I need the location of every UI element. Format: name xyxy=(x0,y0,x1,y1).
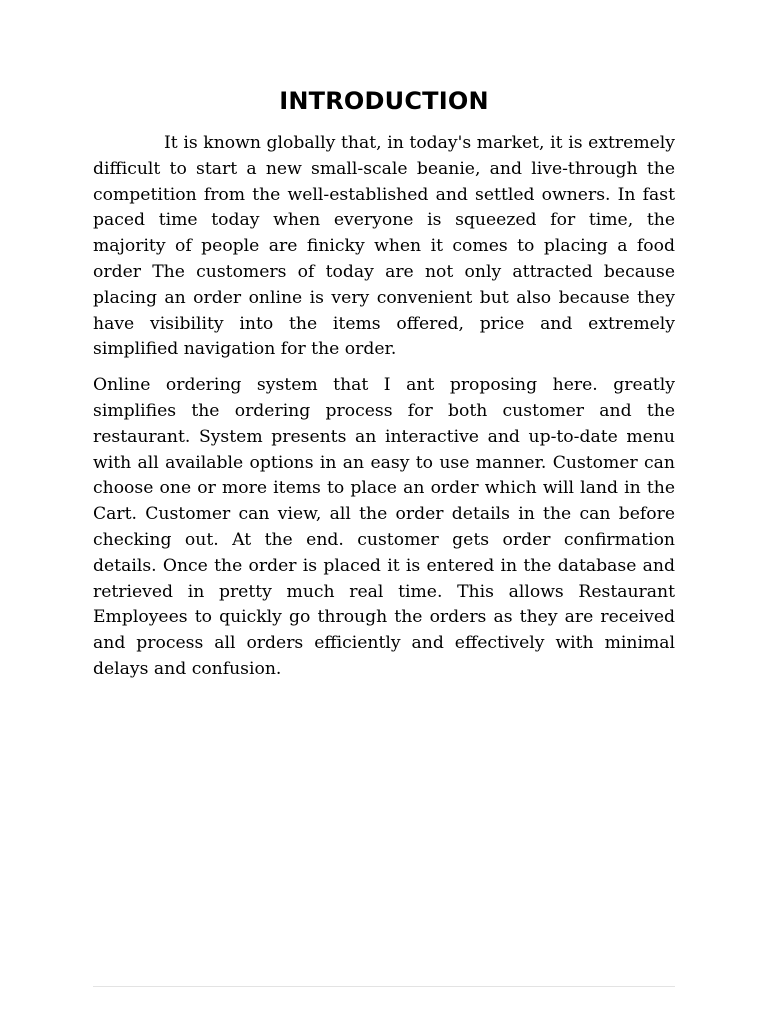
paragraph-intro: It is known globally that, in today's market, it is extremely difficult to start a new small-scale beanie, and live-through the competition from the well-established and settled owners. In fast paced time today when everyone is squeezed for time, the majority of people are finicky when it comes to placing a food order The customers of today are not only attracted because placing an order online is very convenient but also because they have visibility into the items offered, price and extremely simplified navigation for the order. xyxy=(93,133,675,360)
page-title: INTRODUCTION xyxy=(279,87,489,115)
footer-divider xyxy=(93,986,675,987)
document-body xyxy=(93,131,675,683)
paragraph-system-description: Online ordering system that I ant proposing here. greatly simplifies the ordering process for both customer and the restaurant. System presents an interactive and up-to-date menu with all available options in an easy to use manner. Customer can choose one or more items to place an order which will land in the Cart. Customer can view, all the order details in the can before checking out. At the end. customer gets order confirmation details. Once the order is placed it is entered in the database and retrieved in pretty much real time. This allows Restaurant Employees to quickly go through the orders as they are received and process all orders efficiently and effectively with minimal delays and confusion. xyxy=(93,375,675,679)
